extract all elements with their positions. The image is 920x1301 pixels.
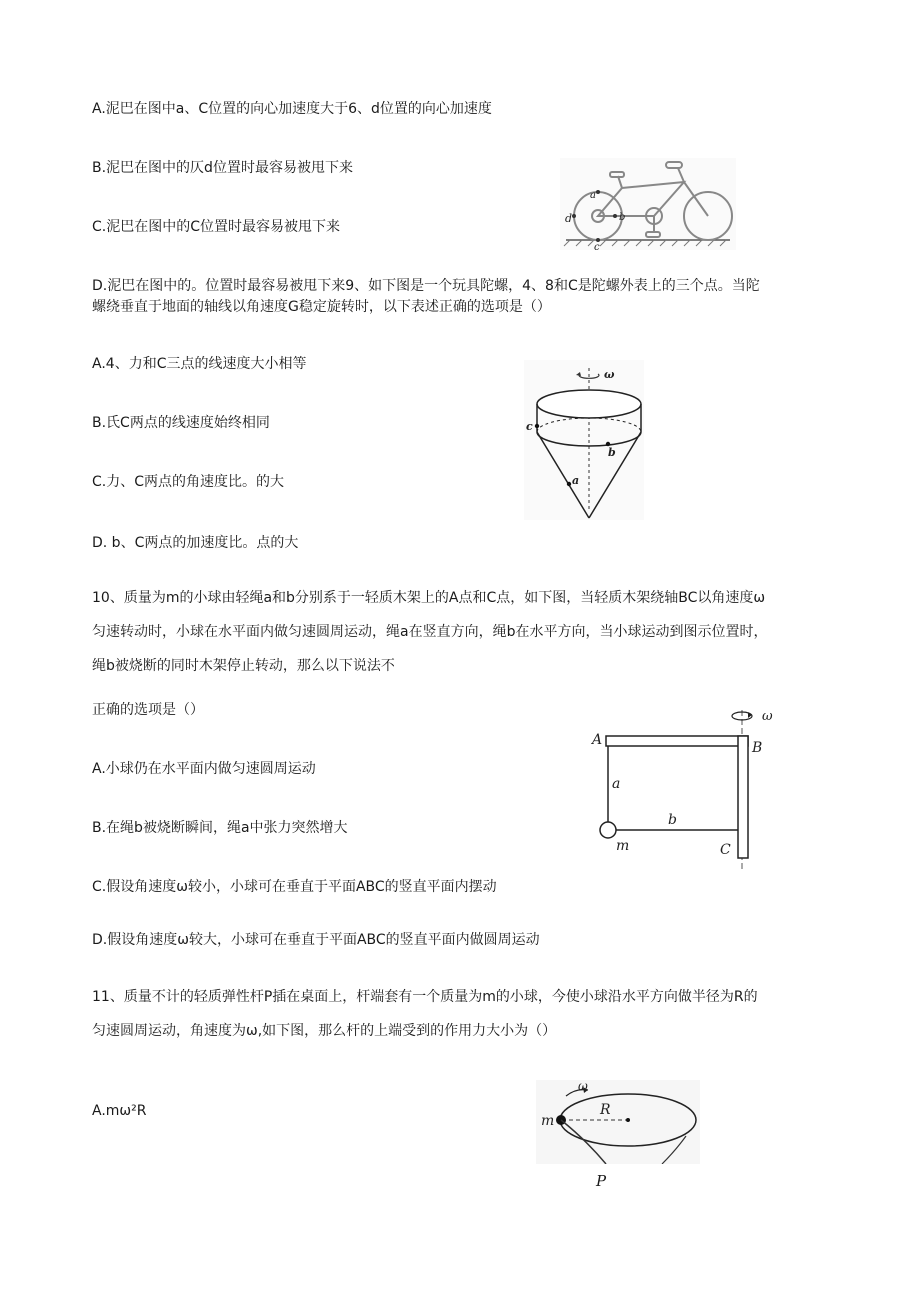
q10-stem-line1: 10、质量为m的小球由轻绳a和b分别系于一轻质木架上的A点和C点，如下图，当轻质木架绕轴BC以角速度ω bbox=[92, 590, 766, 606]
frame-label-B: B bbox=[752, 740, 763, 756]
q8-option-b: B.泥巴在图中的仄d位置时最容易被甩下来 bbox=[92, 160, 353, 176]
q10-option-b: B.在绳b被烧断瞬间，绳a中张力突然增大 bbox=[92, 820, 348, 836]
q9-stem-line2: 螺绕垂直于地面的轴线以角速度G稳定旋转时，以下表述正确的选项是（） bbox=[92, 299, 551, 315]
q10-option-a: A.小球仍在水平面内做匀速圆周运动 bbox=[92, 761, 316, 777]
frame-label-rope-b: b bbox=[668, 812, 677, 828]
bike-label-c: c bbox=[594, 242, 600, 250]
bike-label-d: d bbox=[565, 212, 573, 225]
q8-option-c: C.泥巴在图中的C位置时最容易被甩下来 bbox=[92, 219, 340, 235]
q10-option-d: D.假设角速度ω较大，小球可在垂直于平面ABC的竖直平面内做圆周运动 bbox=[92, 932, 540, 948]
frame-label-omega: ω bbox=[762, 709, 773, 724]
q9-option-d: D. b、C两点的加速度比。点的大 bbox=[92, 535, 299, 551]
rod-label-omega: ω bbox=[578, 1080, 588, 1093]
q8-option-a: A.泥巴在图中a、C位置的向心加速度大于6、d位置的向心加速度 bbox=[92, 101, 492, 117]
q11-stem-line2: 匀速圆周运动，角速度为ω,如下图，那么杆的上端受到的作用力大小为（） bbox=[92, 1023, 557, 1039]
q9-option-b: B.氏C两点的线速度始终相同 bbox=[92, 415, 270, 431]
top-label-omega: ω bbox=[604, 368, 615, 381]
frame-label-A: A bbox=[592, 732, 603, 748]
q10-option-c: C.假设角速度ω较小，小球可在垂直于平面ABC的竖直平面内摆动 bbox=[92, 879, 497, 895]
frame-label-C: C bbox=[720, 842, 731, 858]
bicycle-figure bbox=[560, 158, 736, 250]
rod-caption-p: P bbox=[596, 1172, 607, 1190]
bike-label-b: b bbox=[619, 212, 626, 223]
top-label-a: a bbox=[572, 474, 580, 487]
bike-label-a: a bbox=[590, 190, 596, 201]
rod-label-R: R bbox=[600, 1102, 611, 1118]
top-label-b: b bbox=[608, 446, 616, 459]
top-label-c: c bbox=[526, 420, 533, 433]
q9-option-c: C.力、C两点的角速度比。的大 bbox=[92, 474, 285, 490]
rod-label-m: m bbox=[541, 1113, 555, 1129]
q10-stem-line2: 匀速转动时，小球在水平面内做匀速圆周运动，绳a在竖直方向，绳b在水平方向，当小球运动到图示位置时， bbox=[92, 624, 768, 640]
q9-option-a: A.4、力和C三点的线速度大小相等 bbox=[92, 356, 307, 372]
q10-stem-line4: 正确的选项是（） bbox=[92, 702, 204, 718]
frame-label-rope-a: a bbox=[612, 776, 621, 792]
spinning-top-figure bbox=[524, 360, 644, 520]
q10-stem-line3: 绳b被烧断的同时木架停止转动，那么以下说法不 bbox=[92, 658, 395, 674]
q8-option-d-q9-stem: D.泥巴在图中的。位置时最容易被甩下来9、如下图是一个玩具陀螺，4、8和C是陀螺外表上的三个点。当陀 bbox=[92, 278, 760, 294]
frame-label-m: m bbox=[616, 838, 630, 854]
elastic-rod-figure bbox=[536, 1080, 700, 1164]
q11-stem-line1: 11、质量不计的轻质弹性杆P插在桌面上，杆端套有一个质量为m的小球，今使小球沿水平方向做半径为R的 bbox=[92, 989, 758, 1005]
q11-option-a: A.mω²R bbox=[92, 1103, 147, 1119]
wooden-frame-figure bbox=[588, 702, 788, 878]
